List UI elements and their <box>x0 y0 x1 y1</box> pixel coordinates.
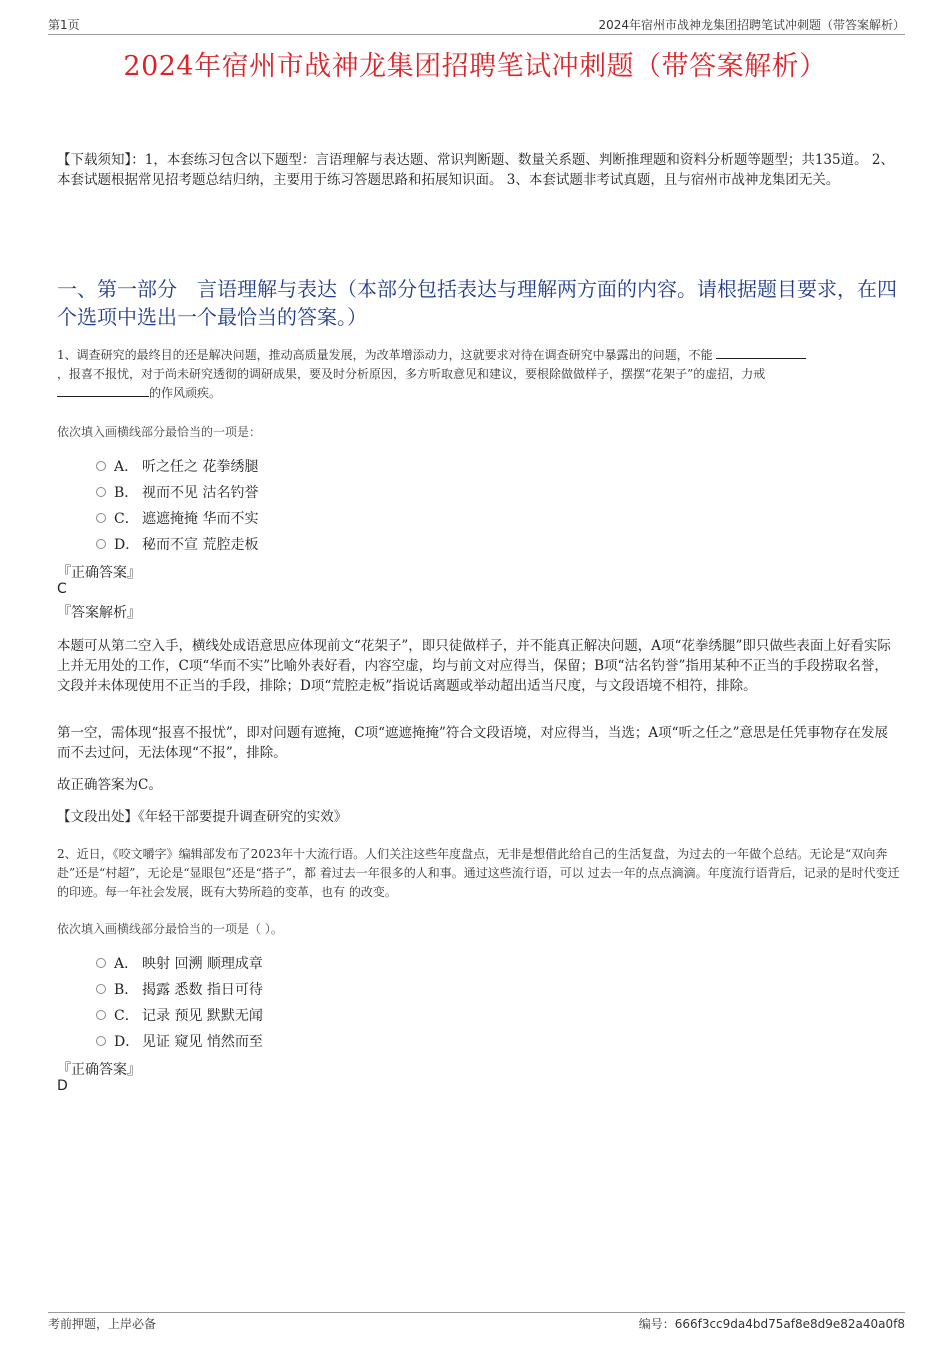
page-number: 第1页 <box>48 18 80 32</box>
page-header <box>48 14 905 35</box>
radio-icon[interactable] <box>96 513 106 523</box>
section-title: 一、第一部分 言语理解与表达（本部分包括表达与理解两方面的内容。请根据题目要求，在四个选项中选出一个最恰当的答案。） <box>57 277 897 329</box>
radio-icon[interactable] <box>96 461 106 471</box>
footer-serial: 编号：666f3cc9da4bd75af8e8d9e82a40a0f8 <box>638 1317 905 1331</box>
question-1-option-a[interactable]: A． 听之任之 花拳绣腿 <box>96 456 258 478</box>
radio-icon[interactable] <box>96 1010 106 1020</box>
radio-icon[interactable] <box>96 958 106 968</box>
radio-icon[interactable] <box>96 539 106 549</box>
question-1-text-a: 1、调查研究的最终目的还是解决问题，推动高质量发展，为改革增添动力，这就要求对待在调查研究中暴露出的问题，不能 <box>57 348 713 362</box>
answer-value-2: D <box>57 1078 68 1094</box>
radio-icon[interactable] <box>96 1036 106 1046</box>
footer-slogan: 考前押题，上岸必备 <box>48 1317 157 1331</box>
header-doc-title: 2024年宿州市战神龙集团招聘笔试冲刺题（带答案解析） <box>598 18 905 32</box>
question-1-text-c: 的作风顽疾。 <box>149 386 222 400</box>
answer-label-2: 『正确答案』 <box>57 1062 141 1078</box>
question-1-option-d[interactable]: D． 秘而不宣 荒腔走板 <box>96 534 258 556</box>
question-1-option-b[interactable]: B． 视而不见 沽名钓誉 <box>96 482 258 504</box>
analysis-paragraph-3: 故正确答案为C。 <box>57 777 162 793</box>
radio-icon[interactable] <box>96 984 106 994</box>
blank-1 <box>716 346 806 359</box>
answer-value: C <box>57 581 67 597</box>
blank-2 <box>57 384 149 397</box>
page-footer <box>48 1312 905 1331</box>
question-2-prompt: 依次填入画横线部分最恰当的一项是（ ）。 <box>57 922 283 936</box>
source-note: 【文段出处】《年轻干部要提升调查研究的实效》 <box>57 809 348 825</box>
question-2-option-c[interactable]: C． 记录 预见 默默无闻 <box>96 1005 263 1027</box>
analysis-label: 『答案解析』 <box>57 605 141 621</box>
radio-icon[interactable] <box>96 487 106 497</box>
question-1-prompt: 依次填入画横线部分最恰当的一项是： <box>57 425 262 439</box>
question-2-option-d[interactable]: D． 见证 窥见 悄然而至 <box>96 1031 263 1053</box>
question-1-text-b: ，报喜不报忧，对于尚未研究透彻的调研成果，要及时分析原因，多方听取意见和建议，要根除做做样子，摆摆“花架子”的虚招，力戒 <box>57 367 766 381</box>
question-2-option-a[interactable]: A． 映射 回溯 顺理成章 <box>96 953 263 975</box>
analysis-paragraph-2: 第一空，需体现“报喜不报忧”，即对问题有遮掩，C项“遮遮掩掩”符合文段语境，对应得当，当选；A项“听之任之”意思是任凭事物存在发展而不去过问，无法体现“不报”，排除。 <box>57 725 888 761</box>
page-title: 2024年宿州市战神龙集团招聘笔试冲刺题（带答案解析） <box>123 51 827 82</box>
question-1-text <box>57 346 903 403</box>
question-2-option-b[interactable]: B． 揭露 悉数 指日可待 <box>96 979 263 1001</box>
download-notice: 【下载须知】：1，本套练习包含以下题型：言语理解与表达题、常识判断题、数量关系题、判断推理题和资料分析题等题型；共135道。 2、本套试题根据常见招考题总结归纳，主要用于练习答题思路和拓展知识面。 3、本套试题非考试真题，且与宿州市战神龙集团无关。 <box>57 152 894 188</box>
question-2-text: 2、近日，《咬文嚼字》编辑部发布了2023年十大流行语。人们关注这些年度盘点，无非是想借此给自己的生活复盘，为过去的一年做个总结。无论是“双向奔赴”还是“村超”，无论是“显眼包”还是“搭子”，都 着过去一年很多的人和事。通过这些流行语，可以 过去一年的点点滴滴。年度流行语背后，记录的是时代变迁的印迹。每一年社会发展，既有大势所趋的变革，也有 的改变。 <box>57 847 900 899</box>
answer-label: 『正确答案』 <box>57 565 141 581</box>
analysis-paragraph-1: 本题可从第二空入手，横线处成语意思应体现前文“花架子”，即只徒做样子，并不能真正解决问题，A项“花拳绣腿”即只做些表面上好看实际上并无用处的工作，C项“华而不实”比喻外表好看，内容空虚，均与前文对应得当，保留；B项“沽名钓誉”指用某种不正当的手段捞取名誉，文段并未体现使用不正当的手段，排除；D项“荒腔走板”指说话离题或举动超出适当尺度，与文段语境不相符，排除。 <box>57 638 891 694</box>
question-1-option-c[interactable]: C． 遮遮掩掩 华而不实 <box>96 508 258 530</box>
